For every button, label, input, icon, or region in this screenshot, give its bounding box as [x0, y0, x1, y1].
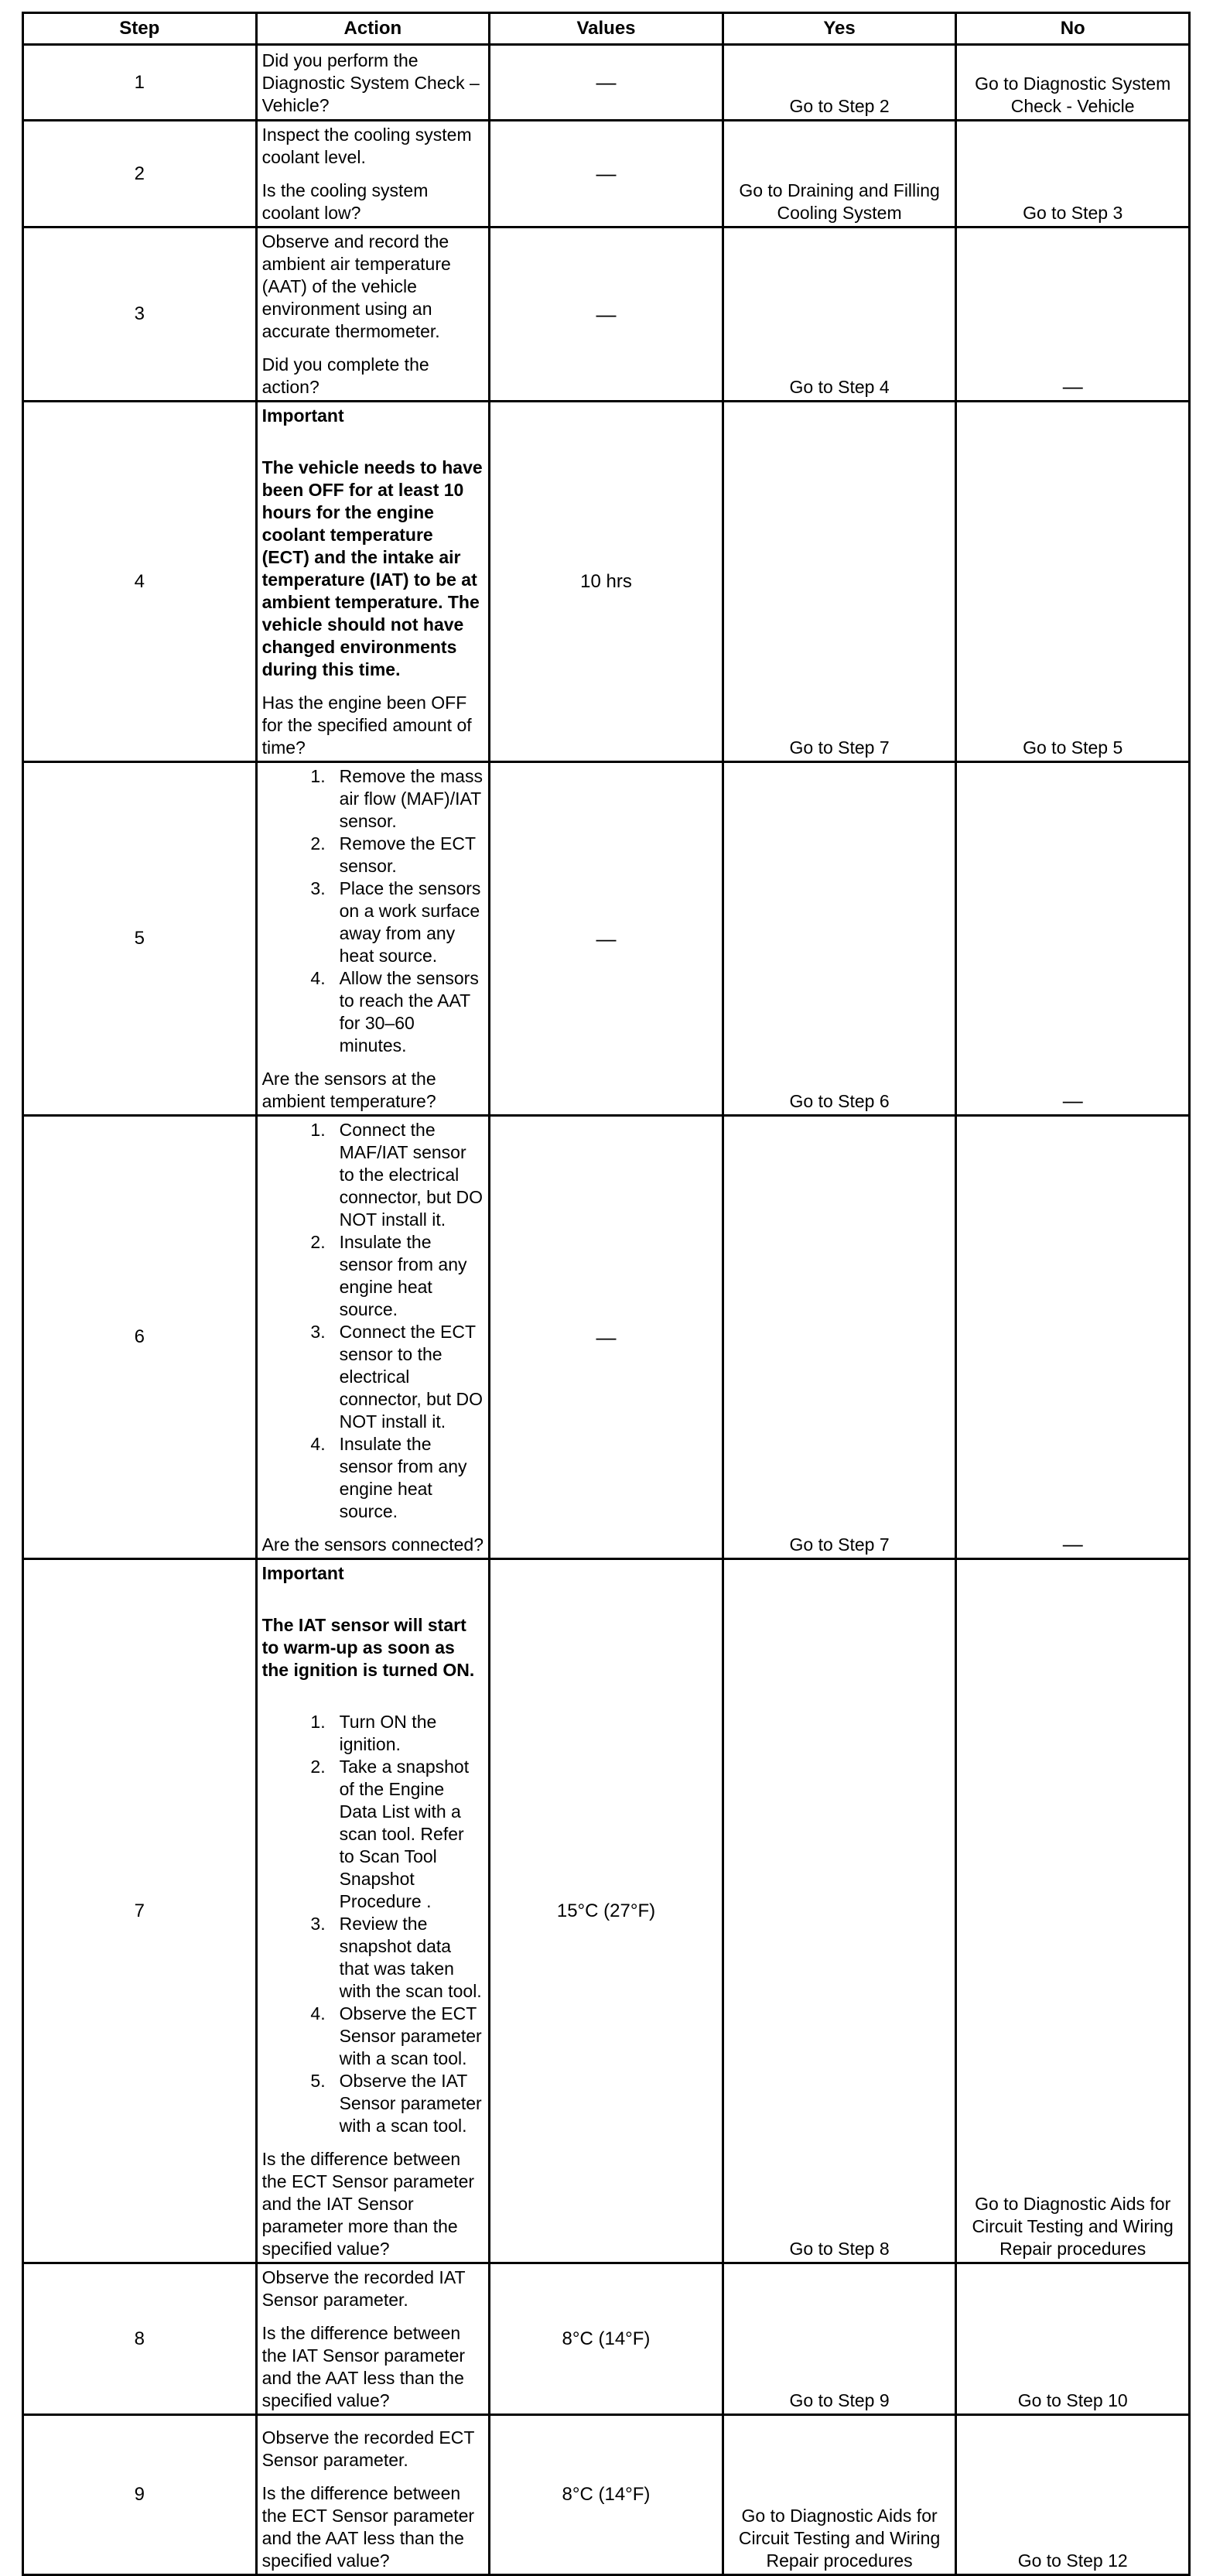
value-cell: [490, 45, 723, 121]
header-yes: Yes: [723, 13, 956, 45]
table-body: [23, 45, 1190, 2575]
action-question: Did you complete the action?: [261, 354, 429, 397]
step-number: 5: [23, 762, 257, 1116]
list-item: 2. Take a snapshot of the Engine Data List with a scan tool. Refer to Scan Tool Snapshot Procedure .: [310, 1757, 470, 1911]
action-cell: [256, 402, 490, 762]
diagnostic-table: [22, 12, 1191, 2576]
step-number: 4: [23, 402, 257, 762]
action-cell: [256, 762, 490, 1116]
no-cell: Go to Step 5: [956, 402, 1190, 762]
table-row: [23, 45, 1190, 121]
action-intro: Observe and record the ambient air temperature (AAT) of the vehicle environment using an accurate thermometer.: [261, 231, 451, 341]
list-item: 1. Connect the MAF/IAT sensor to the electrical connector, but DO NOT install it.: [310, 1120, 483, 1230]
action-intro: Inspect the cooling system coolant level.: [261, 125, 472, 167]
list-item: 4. Allow the sensors to reach the AAT for 30–60 minutes.: [310, 968, 479, 1055]
step-number: 7: [23, 1559, 257, 2263]
step-number: 3: [23, 227, 257, 402]
yes-cell: Go to Step 9: [723, 2263, 956, 2415]
table-row: [23, 402, 1190, 762]
yes-cell: Go to Step 2: [723, 45, 956, 121]
action-question: Has the engine been OFF for the specified amount of time?: [261, 693, 472, 758]
important-text: The IAT sensor will start to warm-up as soon as the ignition is turned ON.: [261, 1615, 475, 1680]
value-cell: 10 hrs: [490, 402, 723, 762]
action-question: Are the sensors at the ambient temperature?: [261, 1069, 436, 1111]
no-cell: Go to Step 3: [956, 121, 1190, 227]
value-cell: [490, 1116, 723, 1559]
table-row: [23, 227, 1190, 402]
action-cell: [256, 2263, 490, 2415]
step-list: [262, 1711, 484, 2137]
step-number: 2: [23, 121, 257, 227]
table-row: [23, 2415, 1190, 2575]
value-cell: [490, 121, 723, 227]
value-text: —: [596, 302, 617, 326]
yes-cell: Go to Step 6: [723, 762, 956, 1116]
action-question: Is the difference between the IAT Sensor parameter and the AAT less than the specified value?: [261, 2323, 466, 2410]
action-cell: [256, 45, 490, 121]
list-item: 3. Place the sensors on a work surface away from any heat source.: [310, 878, 481, 966]
step-list: [262, 765, 484, 1057]
value-cell: 15°C (27°F): [490, 1559, 723, 2263]
header-no: No: [956, 13, 1190, 45]
table-row: [23, 1559, 1190, 2263]
important-label: Important: [261, 1563, 344, 1583]
list-item: 3. Connect the ECT sensor to the electrical connector, but DO NOT install it.: [310, 1322, 483, 1432]
action-intro: Observe the recorded IAT Sensor parameter.: [261, 2267, 466, 2310]
yes-cell: Go to Step 7: [723, 402, 956, 762]
action-cell: [256, 227, 490, 402]
no-text: —: [1062, 1089, 1083, 1112]
action-cell: [256, 121, 490, 227]
step-list: [262, 1119, 484, 1523]
yes-cell: Go to Step 8: [723, 1559, 956, 2263]
action-cell: [256, 1559, 490, 2263]
value-text: —: [596, 70, 617, 94]
list-item: 2. Remove the ECT sensor.: [310, 833, 476, 876]
action-question: Is the difference between the ECT Sensor parameter and the AAT less than the specified value?: [261, 2483, 475, 2571]
list-item: 3. Review the snapshot data that was taken with the scan tool.: [310, 1914, 482, 2001]
value-cell: 8°C (14°F): [490, 2415, 723, 2575]
step-number: 1: [23, 45, 257, 121]
important-label: Important: [261, 405, 344, 426]
table-row: [23, 2263, 1190, 2415]
yes-cell: Go to Step 7: [723, 1116, 956, 1559]
action-question: Did you perform the Diagnostic System Check – Vehicle?: [261, 50, 480, 115]
value-cell: [490, 227, 723, 402]
header-action: Action: [256, 13, 490, 45]
header-values: Values: [490, 13, 723, 45]
no-cell: Go to Diagnostic System Check - Vehicle: [956, 45, 1190, 121]
header-row: [23, 13, 1190, 45]
table-row: [23, 1116, 1190, 1559]
yes-cell: Go to Diagnostic Aids for Circuit Testing and Wiring Repair procedures: [723, 2415, 956, 2575]
list-item: 1. Turn ON the ignition.: [310, 1712, 437, 1754]
no-text: —: [1062, 1532, 1083, 1555]
yes-cell: Go to Step 4: [723, 227, 956, 402]
value-text: —: [596, 926, 617, 950]
value-cell: [490, 762, 723, 1116]
action-cell: [256, 2415, 490, 2575]
list-item: 2. Insulate the sensor from any engine heat source.: [310, 1232, 467, 1319]
value-text: —: [596, 1325, 617, 1349]
step-number: 6: [23, 1116, 257, 1559]
value-cell: 8°C (14°F): [490, 2263, 723, 2415]
list-item: 5. Observe the IAT Sensor parameter with a scan tool.: [310, 2071, 482, 2136]
no-text: —: [1062, 375, 1083, 398]
list-item: 4. Insulate the sensor from any engine heat source.: [310, 1434, 467, 1521]
yes-cell: Go to Draining and Filling Cooling System: [723, 121, 956, 227]
step-number: 9: [23, 2415, 257, 2575]
table-row: [23, 121, 1190, 227]
no-cell: [956, 1116, 1190, 1559]
action-intro: Observe the recorded ECT Sensor parameter.: [261, 2427, 475, 2470]
important-text: The vehicle needs to have been OFF for at least 10 hours for the engine coolant temperature (ECT) and the intake air temperature (IAT) to be at ambient temperature. The vehicle should not have changed environments during this time.: [261, 457, 483, 679]
action-question: Are the sensors connected?: [261, 1534, 483, 1555]
header-step: Step: [23, 13, 257, 45]
no-cell: [956, 762, 1190, 1116]
no-cell: Go to Diagnostic Aids for Circuit Testing and Wiring Repair procedures: [956, 1559, 1190, 2263]
action-question: Is the cooling system coolant low?: [261, 180, 429, 223]
no-cell: Go to Step 12: [956, 2415, 1190, 2575]
value-text: —: [596, 162, 617, 185]
table-row: [23, 762, 1190, 1116]
action-cell: [256, 1116, 490, 1559]
list-item: 1. Remove the mass air flow (MAF)/IAT sensor.: [310, 766, 483, 831]
step-number: 8: [23, 2263, 257, 2415]
no-cell: Go to Step 10: [956, 2263, 1190, 2415]
no-cell: [956, 227, 1190, 402]
action-question: Is the difference between the ECT Sensor parameter and the IAT Sensor parameter more than the specified value?: [261, 2149, 475, 2259]
list-item: 4. Observe the ECT Sensor parameter with a scan tool.: [310, 2003, 482, 2068]
